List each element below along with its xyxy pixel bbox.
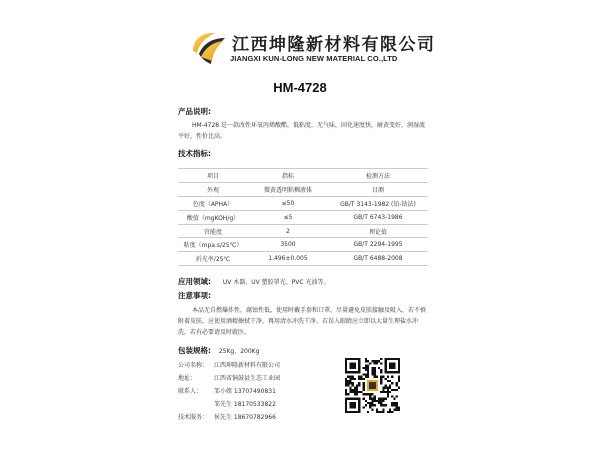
spec-header-method: 检测方法 — [328, 169, 428, 183]
packaging-text: 25Kg、200Kg — [218, 348, 260, 355]
contact-label: 公司名称： — [178, 362, 209, 369]
spec-method: GB/T 3143-1982 (铂-钴法) — [328, 196, 428, 210]
spec-item: 粘度（mpa.s/25℃） — [178, 238, 248, 252]
contact-row-person-1 — [178, 386, 276, 395]
contact-label: 联系人： — [178, 388, 203, 395]
company-header — [0, 26, 600, 76]
contact-value: 邹小姐 13707490831 — [214, 388, 276, 395]
table-row — [178, 196, 428, 210]
spec-item: 折光率/25℃ — [178, 252, 248, 266]
packaging-title: 包装规格: — [178, 346, 211, 355]
contact-label: 技术服务： — [178, 414, 209, 421]
spec-item: 酸值（mgKOH/g） — [178, 210, 248, 224]
contact-value: 江西坤隆新材料有限公司 — [214, 362, 281, 369]
spec-value: 3500 — [248, 238, 328, 252]
contact-row-tech — [178, 412, 276, 421]
contact-row-person-2 — [178, 399, 276, 408]
contact-value: 邹先生 18170533822 — [214, 401, 276, 408]
spec-table — [178, 168, 428, 266]
table-row — [178, 238, 428, 252]
contact-label: 地址： — [178, 375, 197, 382]
notice-body: 本品无自燃爆炸性，腐蚀性低，使用时戴手套和口罩，尽量避免皮肤接触及吸入，若不慎附着皮肤，应使用酒精擦拭干净，再用清水冲洗干净，若误入眼睛应立即以大量生理盐水冲洗，若有必要请及时就医。 — [178, 307, 427, 336]
application-text: UV 木器、UV 塑胶罩光、PVC 光油等。 — [222, 279, 330, 286]
spec-value: 2 — [248, 224, 328, 238]
product-model: HM-4728 — [273, 80, 327, 95]
spec-method: 理论值 — [328, 224, 428, 238]
spec-value: 1.496±0.005 — [248, 252, 328, 266]
spec-item: 官能度 — [178, 224, 248, 238]
spec-header-value: 指标 — [248, 169, 328, 183]
packaging-line — [178, 345, 259, 356]
spec-method: GB/T 6743-1986 — [328, 210, 428, 224]
application-line — [178, 276, 329, 287]
contact-value: 侯先生 18670782966 — [214, 414, 276, 421]
description-body: HM-4728 是一款改性环氧丙烯酸酯，低粘度，无气味，固化速度快，耐黄变好，润湿流平好，性价比高。 — [178, 122, 426, 140]
table-row — [178, 210, 428, 224]
contact-value: 江西省铜鼓县生态工业园 — [214, 375, 281, 382]
table-row — [178, 252, 428, 266]
spec-value: ≤50 — [248, 196, 328, 210]
application-title: 应用领域: — [178, 277, 211, 286]
spec-value: ≤5 — [248, 210, 328, 224]
company-name-cn: 江西坤隆新材料有限公司 — [232, 35, 436, 55]
contact-row-company — [178, 360, 280, 369]
description-title: 产品说明: — [178, 107, 211, 116]
table-row — [178, 182, 428, 196]
spec-method: GB/T 2294-1995 — [328, 238, 428, 252]
description-text — [178, 120, 428, 142]
contact-row-address — [178, 373, 280, 382]
spec-header-row — [178, 169, 428, 183]
notice-text — [178, 305, 428, 338]
spec-method: 目测 — [328, 182, 428, 196]
specs-title: 技术指标: — [178, 149, 211, 158]
company-name-en: JIANGXI KUN-LONG NEW MATERIAL CO.,LTD — [230, 54, 398, 63]
company-logo-icon — [190, 30, 228, 68]
notice-title: 注意事项: — [178, 291, 211, 300]
spec-header-item: 项目 — [178, 169, 248, 183]
spec-item: 色度（APHA） — [178, 196, 248, 210]
spec-item: 外观 — [178, 182, 248, 196]
spec-method: GB/T 6488-2008 — [328, 252, 428, 266]
table-row — [178, 224, 428, 238]
spec-value: 微黄透明粘稠液体 — [248, 182, 328, 196]
qr-code-icon — [345, 358, 400, 413]
